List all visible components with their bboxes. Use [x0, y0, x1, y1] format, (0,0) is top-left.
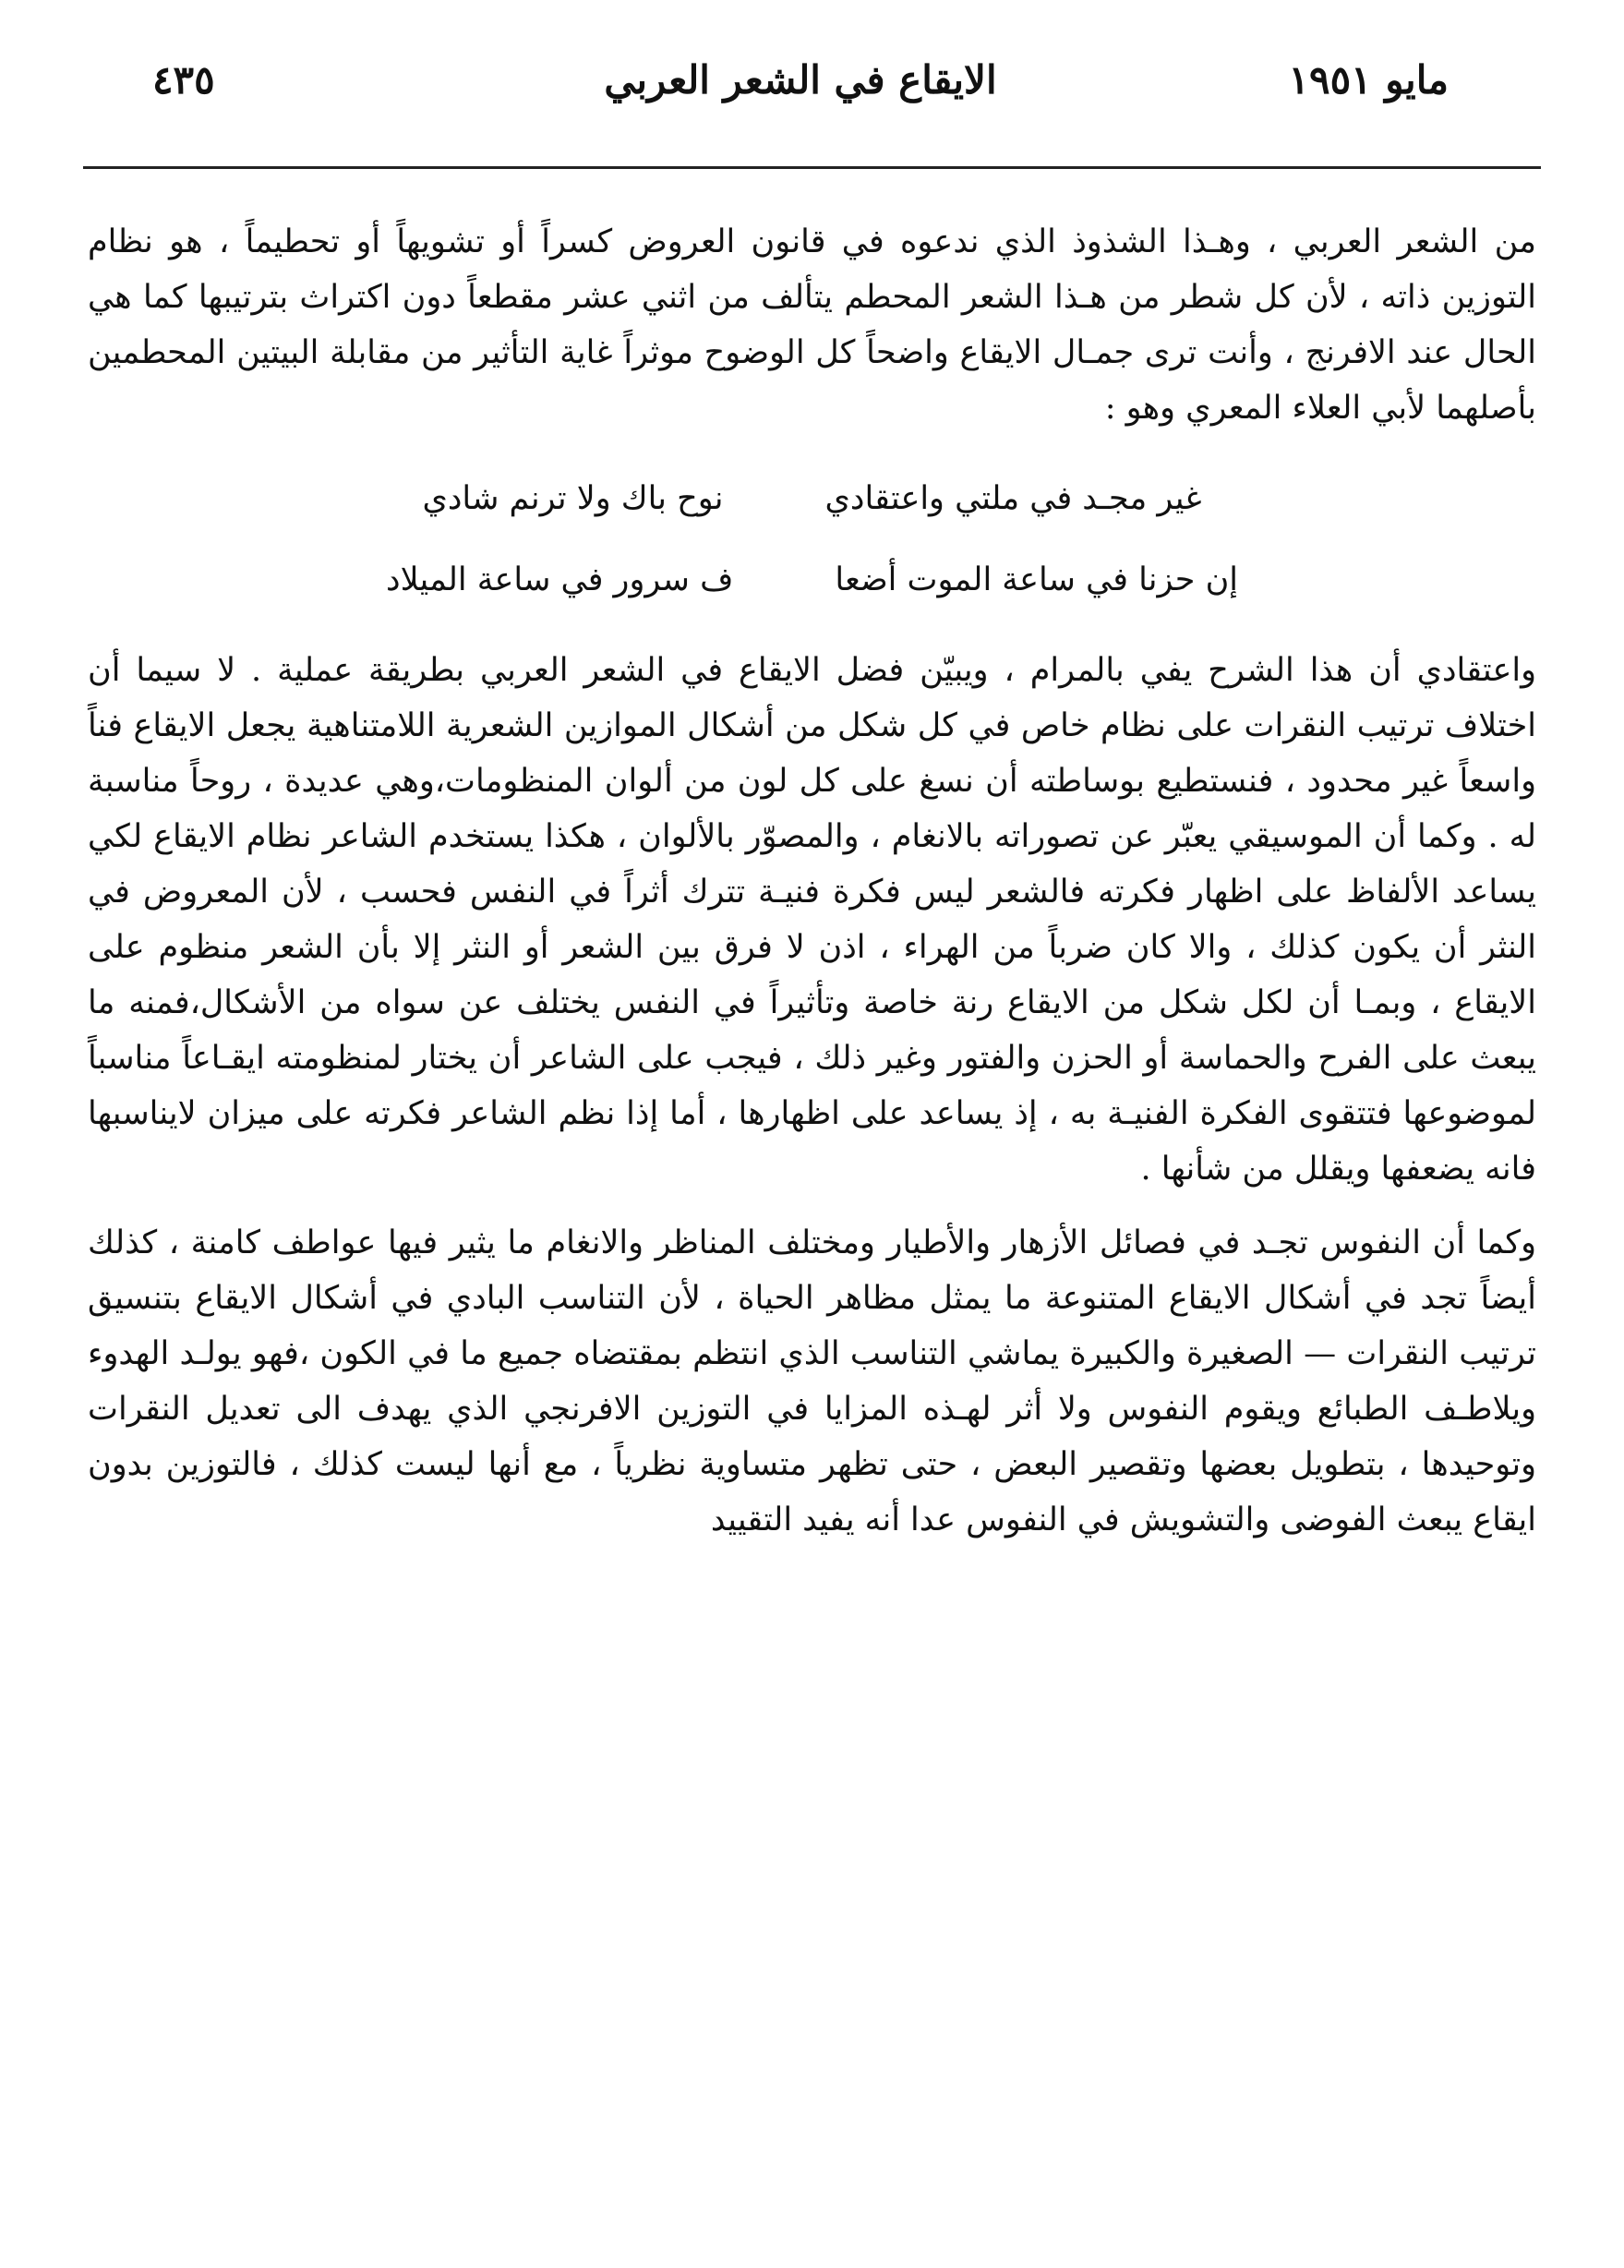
verse-line-1: [88, 458, 1536, 539]
header-title: الايقاع في الشعر العربي: [604, 57, 997, 103]
poem-verses: [88, 458, 1536, 621]
verse-2-second-hemistich: ف سرور في ساعة الميلاد: [385, 561, 734, 598]
verse-line-2: [88, 539, 1536, 621]
verse-2-first-hemistich: إن حزنا في ساعة الموت أضعا: [835, 561, 1239, 598]
header-divider: [83, 166, 1541, 169]
paragraph-1: من الشعر العربي ، وهـذا الشذوذ الذي ندعوه في قانون العروض كسراً أو تشويهاً أو تحطيماً ، هو نظام التوزين ذاته ، لأن كل شطر من هـذا الشعر المحطم يتألف من اثني عشر مقطعاً دون اكتراث بترتيبها كما هي الحال عند الافرنج ، وأنت ترى جمـال الايقاع واضحاً كل الوضوح موثراً غاية التأثير من مقابلة البيتين المحطمين بأصلهما لأبي العلاء المعري وهو :: [88, 223, 1536, 427]
paragraph-3: وكما أن النفوس تجـد في فصائل الأزهار والأطيار ومختلف المناظر والانغام ما يثير فيها عواطف كامنة ، كذلك أيضاً تجد في أشكال الايقاع المتنوعة ما يمثل مظاهر الحياة ، لأن التناسب البادي في أشكال الايقاع بتنسيق ترتيب النقرات — الصغيرة والكبيرة يماشي التناسب الذي انتظم بمقتضاه جميع ما في الكون ،فهو يولـد الهدوء ويلاطـف الطبائع ويقوم النفوس ولا أثر لهـذه المزايا في التوزين الافرنجي الذي يهدف الى تعديل النقرات وتوحيدها ، بتطويل بعضها وتقصير البعض ، حتى تظهر متساوية نظرياً ، مع أنها ليست كذلك ، فالتوزين بدون ايقاع يبعث الفوضى والتشويش في النفوس عدا أنه يفيد التقييد: [88, 1224, 1536, 1538]
paragraph-2: واعتقادي أن هذا الشرح يفي بالمرام ، ويبيّن فضل الايقاع في الشعر العربي بطريقة عملية . لا سيما أن اختلاف ترتيب النقرات على نظام خاص في كل شكل من أشكال الموازين الشعرية اللامتناهية يجعل الايقاع فناً واسعاً غير محدود ، فنستطيع بوساطته أن نسغ على كل لون من ألوان المنظومات،وهي عديدة ، روحاً مناسبة له . وكما أن الموسيقي يعبّر عن تصوراته بالانغام ، والمصوّر بالألوان ، هكذا يستخدم الشاعر نظام الايقاع لكي يساعد الألفاظ على اظهار فكرته فالشعر ليس فكرة فنيـة تترك أثراً في النفس فحسب ، لأن المعروض في النثر أن يكون كذلك ، والا كان ضرباً من الهراء ، اذن لا فرق بين الشعر أو النثر إلا بأن الشعر منظوم على الايقاع ، وبمـا أن لكل شكل من الايقاع رنة خاصة وتأثيراً في النفس يختلف عن سواه من الأشكال،فمنه ما يبعث على الفرح والحماسة أو الحزن والفتور وغير ذلك ، فيجب على الشاعر أن يختار لمنظومته ايقـاعاً مناسباً لموضوعها فتتقوى الفكرة الفنيـة به ، إذ يساعد على اظهارها ، أما إذا نظم الشاعر فكرته على ميزان لايناسبها فانه يضعفها ويقلل من شأنها .: [88, 652, 1537, 1188]
body-text: [88, 214, 1536, 1548]
header-date: مايو ١٩٥١: [1288, 57, 1449, 103]
verse-1-first-hemistich: غير مجـد في ملتي واعتقادي: [824, 480, 1202, 517]
page-number: ٤٣٥: [152, 57, 215, 103]
running-header: [152, 57, 1449, 122]
paragraph-gap: [88, 1197, 1536, 1215]
verse-1-second-hemistich: نوح باك ولا ترنم شادي: [422, 480, 724, 517]
